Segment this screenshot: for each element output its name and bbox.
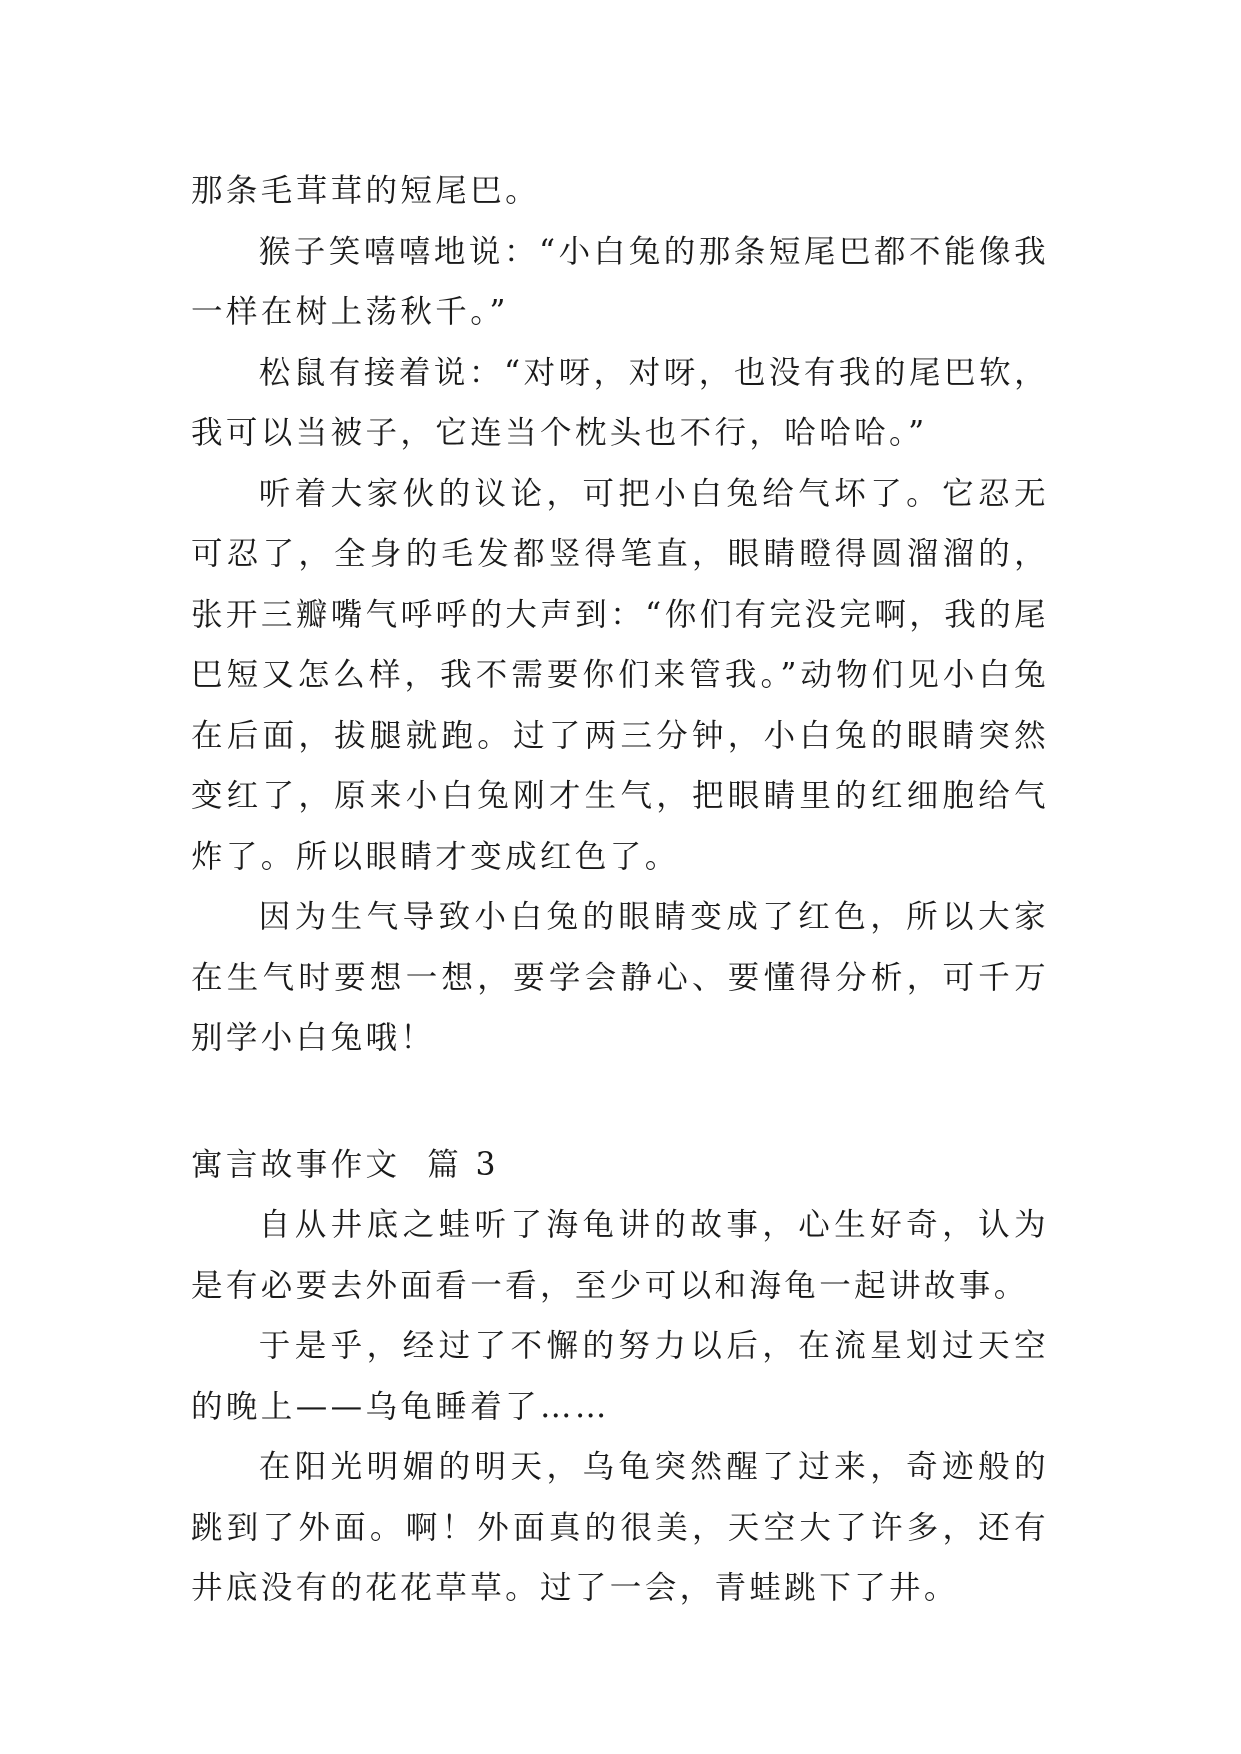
continuation-paragraph: 那条毛茸茸的短尾巴。 (191, 173, 541, 209)
document-body (191, 161, 1049, 1619)
paragraph-rabbit-angry: 听着大家伙的议论，可把小白兔给气坏了。它忍无可忍了，全身的毛发都竖得笔直，眼睛瞪得圆溜溜的，张开三瓣嘴气呼呼的大声到：“你们有完没完啊，我的尾巴短又怎么样，我不需要你们来管我。”动物们见小白兔在后面，拔腿就跑。过了两三分钟，小白兔的眼睛突然变红了，原来小白兔刚才生气，把眼睛里的红细胞给气炸了。所以眼睛才变成红色了。 (191, 475, 1049, 875)
paragraph-squirrel: 松鼠有接着说：“对呀，对呀，也没有我的尾巴软，我可以当被子，它连当个枕头也不行，哈哈哈。” (191, 354, 1049, 451)
section-heading: 寓言故事作文 篇 3 (191, 1146, 499, 1183)
paragraph-frog-curious: 自从井底之蛙听了海龟讲的故事，心生好奇，认为是有必要去外面看一看，至少可以和海龟一起讲故事。 (191, 1207, 1049, 1304)
paragraph-monkey: 猴子笑嘻嘻地说：“小白兔的那条短尾巴都不能像我一样在树上荡秋千。” (191, 233, 1049, 330)
paragraph-moral: 因为生气导致小白兔的眼睛变成了红色，所以大家在生气时要想一想，要学会静心、要懂得分析，可千万别学小白兔哦！ (191, 899, 1049, 1056)
paragraph-outside: 在阳光明媚的明天，乌龟突然醒了过来，奇迹般的跳到了外面。啊！外面真的很美，天空大了许多，还有井底没有的花花草草。过了一会，青蛙跳下了井。 (191, 1449, 1049, 1606)
paragraph-effort: 于是乎，经过了不懈的努力以后，在流星划过天空的晚上——乌龟睡着了…… (191, 1328, 1049, 1425)
